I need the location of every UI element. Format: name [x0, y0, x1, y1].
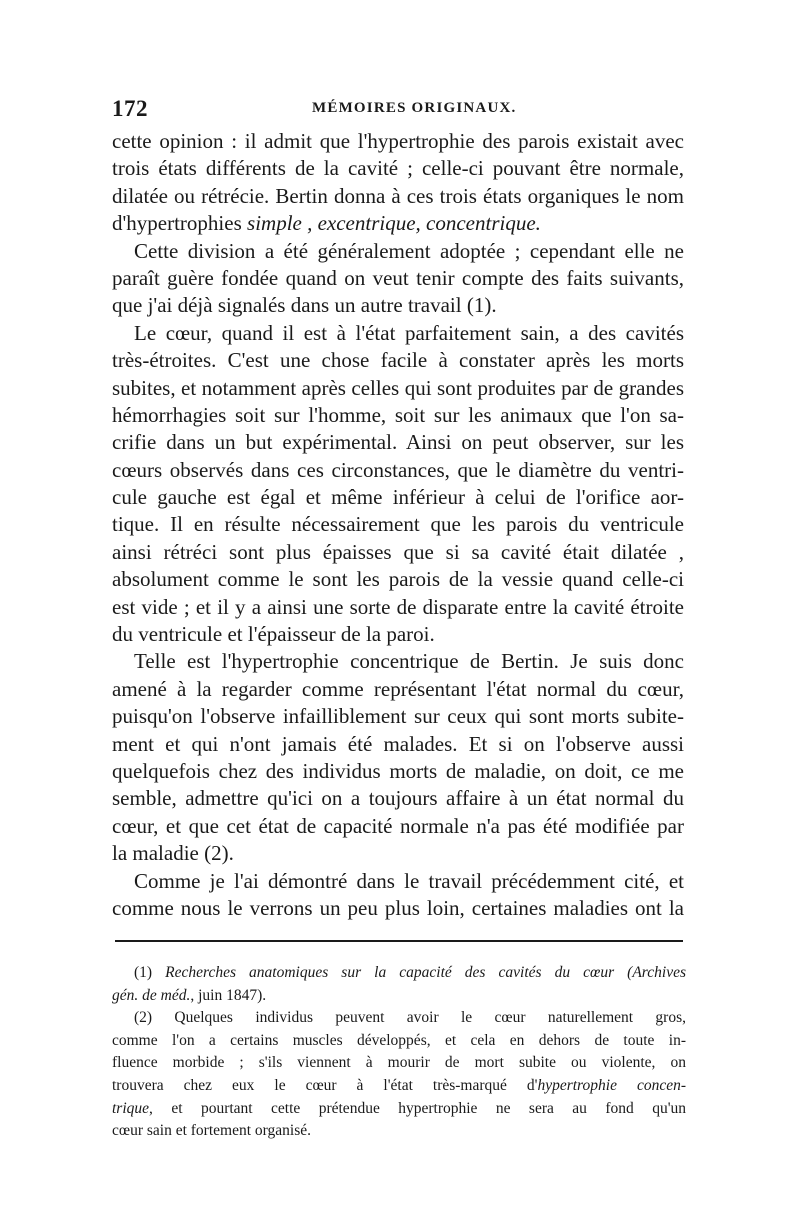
- footnote-line: [112, 985, 686, 1008]
- footnote-marker: (1): [134, 964, 166, 981]
- text-line: paraît guère fondée quand on veut tenir compte des faits suivants,: [112, 265, 684, 290]
- text-line: tique. Il en résulte nécessairement que les parois du ventricule: [112, 512, 684, 537]
- text-line: subites, et notamment après celles qui sont produites par de grandes: [112, 375, 684, 400]
- text-line: cœur, et que cet état de capacité normale n'a pas été modifiée par: [112, 813, 684, 838]
- text-line: que j'ai déjà signalés dans un autre travail (1).: [112, 293, 497, 318]
- page-number: 172: [112, 96, 148, 121]
- text-line: [112, 210, 684, 237]
- text-line: est vide ; et il y a ainsi une sorte de disparate entre la cavité étroite: [112, 594, 684, 619]
- italic-term: hypertrophie concen-: [537, 1076, 686, 1094]
- text-line: cœurs observés dans ces circonstances, que le diamètre du ventri-: [112, 457, 684, 482]
- text-line: la maladie (2).: [112, 841, 234, 866]
- text-line: dilatée ou rétrécie. Bertin donna à ces trois états organiques le nom: [112, 183, 684, 208]
- text-line: cette opinion : il admit que l'hypertrophie des parois existait avec: [112, 129, 684, 153]
- footnote-2: (2) Quelques individus peuvent avoir le cœur naturellement gros,: [134, 1009, 686, 1027]
- text-line: cule gauche est égal et même inférieur à celui de l'orifice aor-: [112, 485, 684, 510]
- paragraph-start: Comme je l'ai démontré dans le travail précédemment cité, et: [134, 868, 684, 893]
- text-line: amené à la regarder comme représentant l'état normal du cœur,: [112, 676, 684, 701]
- footnote-divider: [115, 940, 683, 942]
- footnote-line: [112, 1075, 686, 1098]
- text-line: très-étroites. C'est une chose facile à constater après les morts: [112, 348, 684, 373]
- text-line: crifie dans un but expérimental. Ainsi on peut observer, sur les: [112, 430, 684, 455]
- text-line: ainsi rétréci sont plus épaisses que si sa cavité était dilatée ,: [112, 539, 684, 564]
- footnote-line: fluence morbide ; s'ils viennent à mourir de mort subite ou violente, on: [112, 1054, 686, 1072]
- text-line: hémorrhagies soit sur l'homme, soit sur les animaux que l'on sa-: [112, 402, 684, 427]
- paragraph-start: Le cœur, quand il est à l'état parfaitement sain, a des cavités: [134, 320, 684, 345]
- italic-terms: simple , excentrique, concentrique.: [247, 211, 541, 236]
- footnote-citation: Recherches anatomiques sur la capacité des cavités du cœur (Archives: [165, 964, 686, 981]
- footnote-line: cœur sain et fortement organisé.: [112, 1122, 311, 1140]
- footnotes: [112, 962, 686, 1143]
- journal-abbrev: gén. de méd.: [112, 986, 191, 1004]
- text-line: ment et qui n'ont jamais été malades. Et si on l'observe aussi: [112, 731, 684, 756]
- text-span: d'hypertrophies: [112, 211, 248, 236]
- text-line: comme nous le verrons un peu plus loin, certaines maladies ont la: [112, 895, 684, 920]
- text-line: quelquefois chez des individus morts de maladie, on doit, ce me: [112, 758, 684, 783]
- text-line: puisqu'on l'observe infailliblement sur ceux qui sont morts subite-: [112, 704, 684, 729]
- text-line: semble, admettre qu'ici on a toujours affaire à un état normal du: [112, 786, 684, 811]
- text-line: absolument comme le sont les parois de la vessie quand celle-ci: [112, 567, 684, 592]
- footnote-line: comme l'on a certains muscles développés, et cela en dehors de toute in-: [112, 1031, 686, 1049]
- paragraph-start: Telle est l'hypertrophie concentrique de Bertin. Je suis donc: [134, 649, 684, 674]
- footnote-1: [112, 962, 686, 985]
- running-head: MÉMOIRES ORIGINAUX.: [312, 100, 517, 116]
- body-text: [112, 128, 684, 922]
- footnote-line: [112, 1098, 686, 1121]
- citation-date: , juin 1847).: [190, 986, 267, 1004]
- paragraph-start: Cette division a été généralement adoptée ; cependant elle ne: [134, 238, 684, 263]
- text-line: du ventricule et l'épaisseur de la paroi.: [112, 622, 435, 647]
- text-span: trouvera chez eux le cœur à l'état très-marqué d': [112, 1076, 538, 1094]
- italic-term: trique: [112, 1099, 150, 1117]
- page-header: [112, 96, 684, 128]
- text-span: , et pourtant cette prétendue hypertrophie ne sera au fond qu'un: [149, 1099, 686, 1117]
- text-line: trois états différents de la cavité ; celle-ci pouvant être normale,: [112, 156, 684, 181]
